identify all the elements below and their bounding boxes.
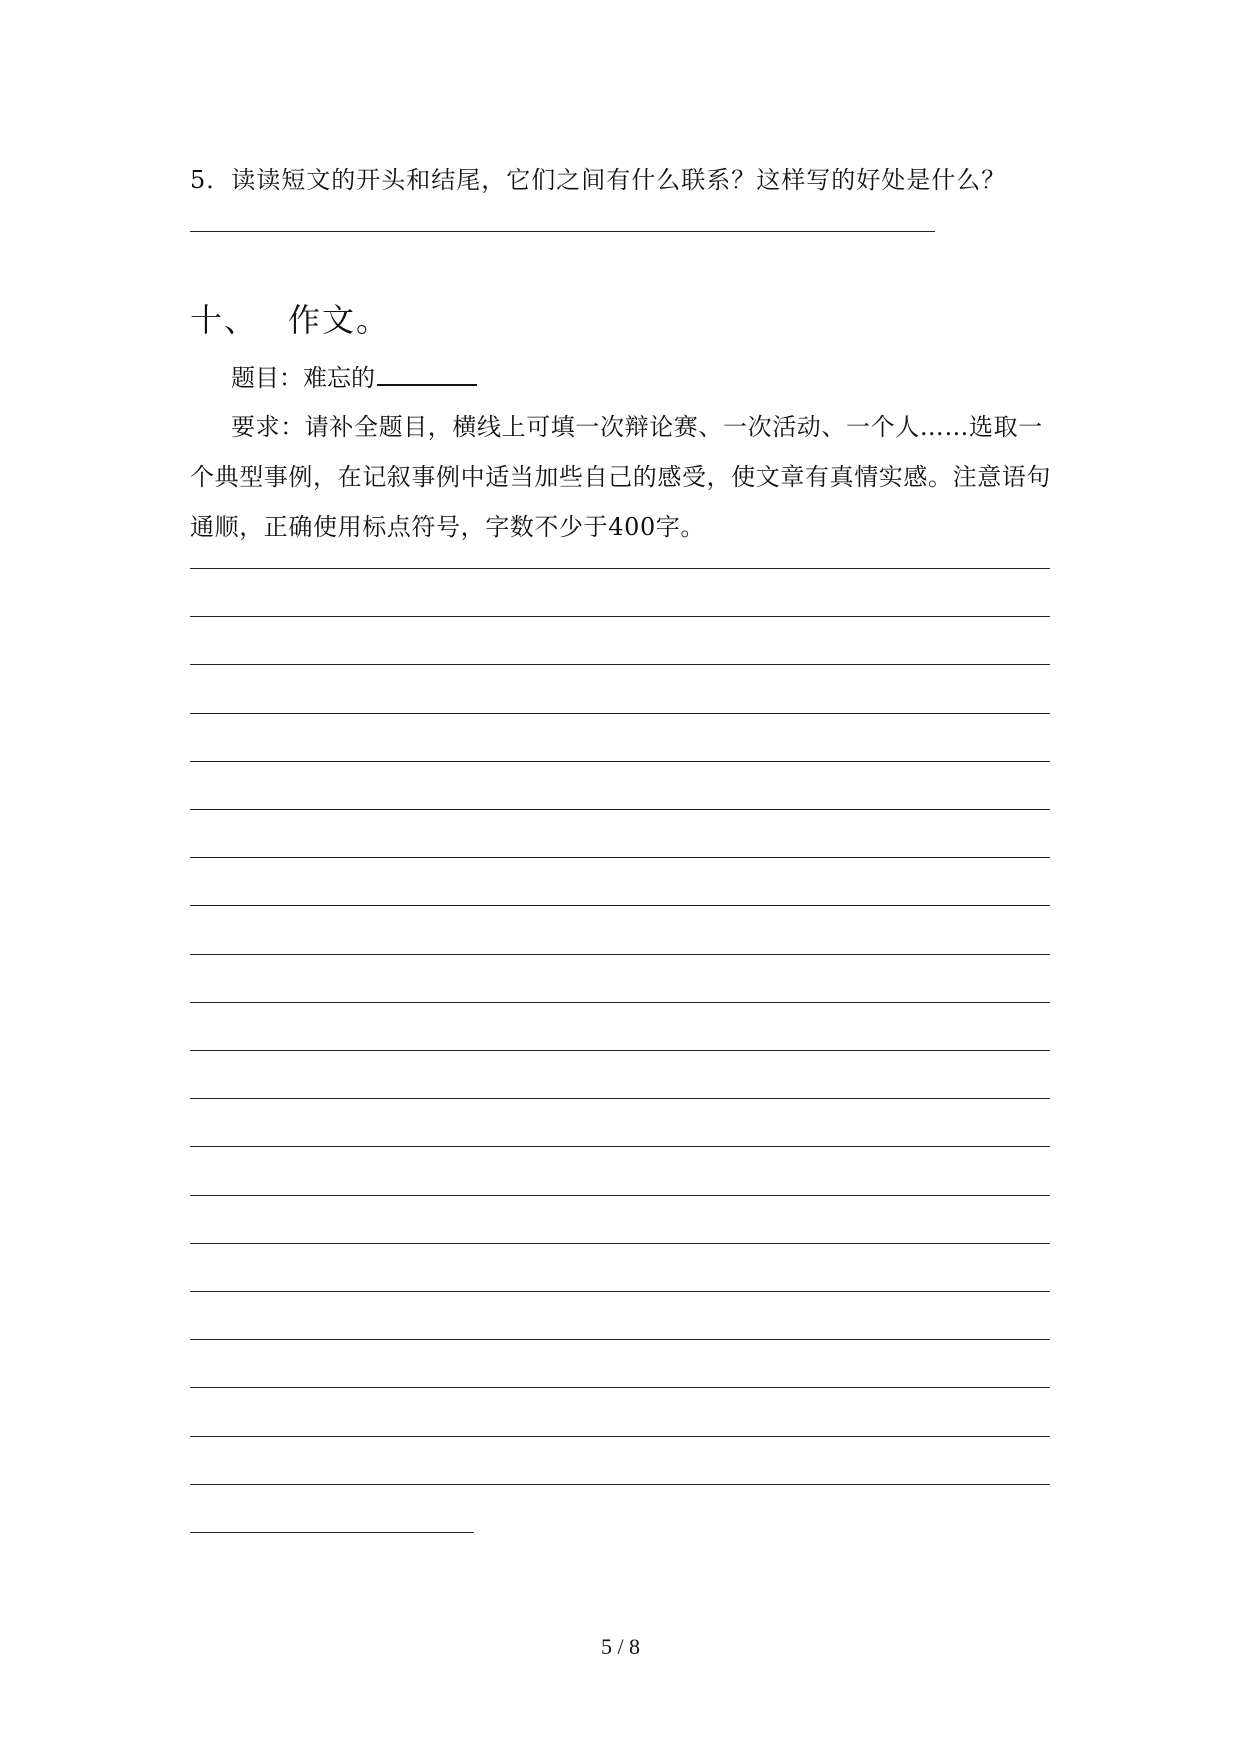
- section-title: 作文。: [288, 301, 391, 339]
- answer-line-q5[interactable]: [190, 231, 935, 232]
- writing-line[interactable]: [190, 1532, 474, 1533]
- writing-line[interactable]: [190, 1387, 1050, 1388]
- writing-line[interactable]: [190, 1002, 1050, 1003]
- composition-heading: [190, 295, 390, 341]
- writing-line[interactable]: [190, 761, 1050, 762]
- topic-blank[interactable]: [377, 362, 477, 386]
- composition-requirement: 要求：请补全题目，横线上可填一次辩论赛、一次活动、一个人……选取一个典型事例，在记叙事例中适当加些自己的感受，使文章有真情实感。注意语句通顺，正确使用标点符号，字数不少于400字。: [190, 413, 1051, 541]
- writing-line[interactable]: [190, 1243, 1050, 1244]
- writing-line[interactable]: [190, 857, 1050, 858]
- writing-line[interactable]: [190, 1195, 1050, 1196]
- writing-line[interactable]: [190, 1339, 1050, 1340]
- writing-line[interactable]: [190, 905, 1050, 906]
- writing-line[interactable]: [190, 954, 1050, 955]
- writing-line[interactable]: [190, 616, 1050, 617]
- writing-line[interactable]: [190, 1484, 1050, 1485]
- writing-line[interactable]: [190, 809, 1050, 810]
- writing-line[interactable]: [190, 1098, 1050, 1099]
- topic-label: 题目：难忘的: [231, 364, 375, 392]
- question-5-prompt: 5．读读短文的开头和结尾，它们之间有什么联系？这样写的好处是什么？: [190, 166, 1007, 194]
- composition-topic: [231, 358, 477, 393]
- writing-line[interactable]: [190, 1050, 1050, 1051]
- writing-line[interactable]: [190, 1436, 1050, 1437]
- writing-line[interactable]: [190, 713, 1050, 714]
- section-number: 十、: [190, 301, 259, 339]
- writing-line[interactable]: [190, 568, 1050, 569]
- writing-line[interactable]: [190, 664, 1050, 665]
- writing-line[interactable]: [190, 1291, 1050, 1292]
- writing-line[interactable]: [190, 1146, 1050, 1147]
- page-number: 5 / 8: [600, 1634, 641, 1659]
